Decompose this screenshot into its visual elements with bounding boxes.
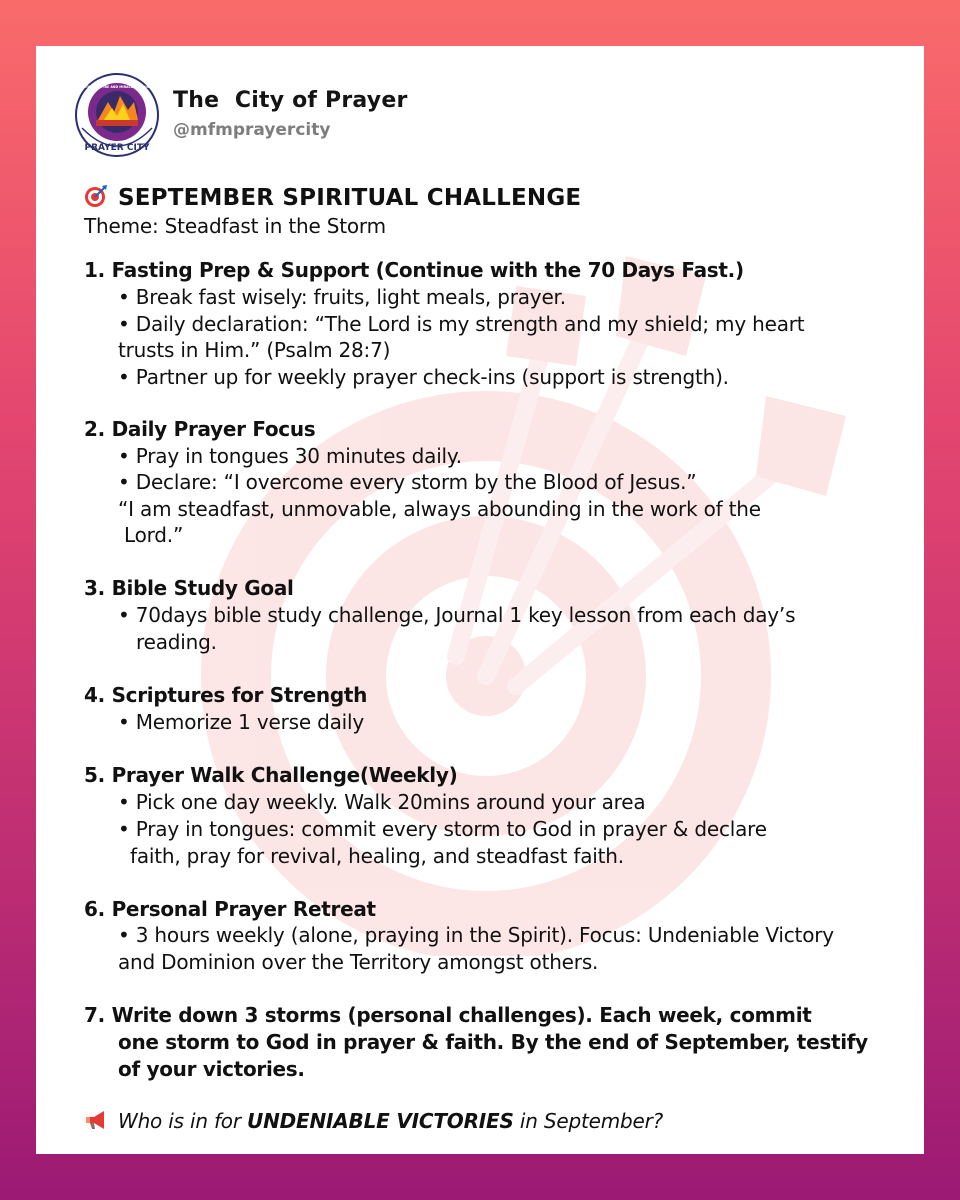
section-2-line: • Declare: “I overcome every storm by the Blood of Jesus.” — [118, 470, 697, 494]
post-title — [84, 184, 581, 211]
post-card — [36, 46, 924, 1154]
section-2-heading: 2. Daily Prayer Focus — [84, 417, 316, 441]
prayer-city-logo — [74, 72, 160, 158]
section-6-line: and Dominion over the Territory amongst others. — [118, 950, 599, 974]
section-1-line: • Partner up for weekly prayer check-ins (support is strength). — [118, 365, 729, 389]
section-1-line: • Daily declaration: “The Lord is my strength and my shield; my heart — [118, 312, 805, 336]
section-5-heading: 5. Prayer Walk Challenge(Weekly) — [84, 763, 458, 787]
section-3-line: reading. — [136, 630, 217, 654]
section-5-line: • Pray in tongues: commit every storm to God in prayer & declare — [118, 817, 767, 841]
section-1-heading: 1. Fasting Prep & Support (Continue with the 70 Days Fast.) — [84, 258, 744, 282]
section-5-line: faith, pray for revival, healing, and steadfast faith. — [130, 844, 624, 868]
footer-callout — [84, 1108, 663, 1134]
section-1-line: trusts in Him.” (Psalm 28:7) — [118, 338, 391, 362]
post-title-text: SEPTEMBER SPIRITUAL CHALLENGE — [118, 185, 582, 211]
section-2-line: • Pray in tongues 30 minutes daily. — [118, 444, 462, 468]
section-1-line: • Break fast wisely: fruits, light meals, prayer. — [118, 285, 566, 309]
target-icon — [84, 184, 108, 208]
section-4-heading: 4. Scriptures for Strength — [84, 683, 368, 707]
theme-line: Theme: Steadfast in the Storm — [84, 214, 386, 238]
section-2-line: “I am steadfast, unmovable, always abounding in the work of the — [118, 497, 761, 521]
section-5-line: • Pick one day weekly. Walk 20mins around your area — [118, 790, 646, 814]
footer-text-before: Who is in for — [118, 1109, 248, 1133]
section-7-heading: one storm to God in prayer & faith. By the end of September, testify — [118, 1030, 868, 1054]
section-3-line: • 70days bible study challenge, Journal 1 key lesson from each day’s — [118, 603, 796, 627]
section-6-line: • 3 hours weekly (alone, praying in the Spirit). Focus: Undeniable Victory — [118, 923, 834, 947]
account-handle[interactable]: @mfmprayercity — [173, 120, 331, 140]
footer-emphasis: UNDENIABLE VICTORIES — [247, 1109, 514, 1133]
section-7-heading: of your victories. — [118, 1057, 305, 1081]
section-6-heading: 6. Personal Prayer Retreat — [84, 897, 376, 921]
section-2-line: Lord.” — [124, 523, 184, 547]
megaphone-icon — [84, 1109, 108, 1131]
section-7-heading: 7. Write down 3 storms (personal challenges). Each week, commit — [84, 1003, 812, 1027]
logo-top-text: MOUNTAIN OF FIRE AND MIRACLES MINISTRIES — [74, 85, 160, 89]
section-4-line: • Memorize 1 verse daily — [118, 710, 365, 734]
account-name[interactable]: The City of Prayer — [173, 88, 408, 113]
section-3-heading: 3. Bible Study Goal — [84, 576, 294, 600]
logo-ring-text: PRAYER CITY — [84, 143, 150, 153]
footer-text-after: in September? — [513, 1109, 664, 1133]
